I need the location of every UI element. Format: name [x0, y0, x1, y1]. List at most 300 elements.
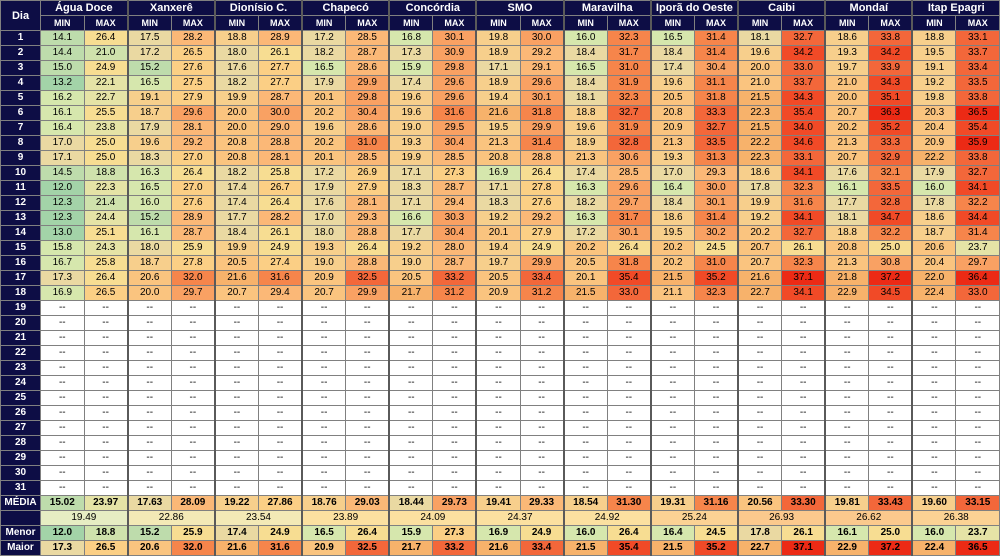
min-value-cell: 21.3 [564, 151, 608, 166]
day-cell: 24 [1, 376, 41, 391]
header-min: MIN [302, 16, 346, 31]
day-cell: 13 [1, 211, 41, 226]
max-value-cell: 27.0 [171, 181, 215, 196]
max-value-cell: -- [433, 376, 477, 391]
max-value-cell: -- [258, 421, 302, 436]
min-value-cell: -- [476, 421, 520, 436]
min-value-cell: -- [302, 316, 346, 331]
max-value-cell: 34.1 [782, 166, 826, 181]
max-value-cell: 21.0 [84, 46, 128, 61]
media-min-cell: 19.81 [825, 496, 869, 511]
min-value-cell: -- [476, 406, 520, 421]
max-value-cell: -- [782, 346, 826, 361]
max-value-cell: 28.7 [171, 226, 215, 241]
maior-cell: 21.6 [476, 541, 520, 556]
min-value-cell: -- [564, 406, 608, 421]
min-value-cell: -- [564, 466, 608, 481]
min-value-cell: 19.8 [476, 31, 520, 46]
day-cell: 3 [1, 61, 41, 76]
max-value-cell: 32.3 [782, 256, 826, 271]
media-label: MÉDIA [1, 496, 41, 511]
min-value-cell: -- [912, 421, 956, 436]
min-value-cell: -- [912, 361, 956, 376]
max-value-cell: -- [171, 316, 215, 331]
max-value-cell: 36.3 [869, 106, 913, 121]
min-value-cell: 17.2 [302, 31, 346, 46]
max-value-cell: -- [956, 466, 1000, 481]
min-value-cell: 21.6 [738, 271, 782, 286]
table-row [1, 406, 1000, 421]
max-value-cell: -- [346, 301, 390, 316]
max-value-cell: -- [607, 436, 651, 451]
min-value-cell: 19.4 [476, 91, 520, 106]
min-value-cell: -- [128, 391, 172, 406]
max-value-cell: 27.4 [258, 256, 302, 271]
min-value-cell: 17.6 [825, 166, 869, 181]
max-value-cell: 24.3 [84, 241, 128, 256]
min-value-cell: -- [389, 481, 433, 496]
max-value-cell: 28.6 [346, 121, 390, 136]
min-value-cell: 16.1 [128, 226, 172, 241]
max-value-cell: -- [84, 481, 128, 496]
day-cell: 26 [1, 406, 41, 421]
min-value-cell: 16.3 [564, 211, 608, 226]
min-value-cell: -- [825, 466, 869, 481]
max-value-cell: 28.9 [171, 211, 215, 226]
min-value-cell: 19.6 [564, 121, 608, 136]
max-value-cell: 30.4 [433, 136, 477, 151]
min-value-cell: 19.2 [912, 76, 956, 91]
min-value-cell: -- [825, 391, 869, 406]
max-value-cell: -- [694, 451, 738, 466]
menor-label: Menor [1, 526, 41, 541]
min-value-cell: -- [389, 421, 433, 436]
max-value-cell: 30.1 [433, 31, 477, 46]
min-value-cell: -- [564, 331, 608, 346]
min-value-cell: 17.5 [128, 31, 172, 46]
max-value-cell: 29.9 [520, 256, 564, 271]
min-value-cell: -- [912, 316, 956, 331]
max-value-cell: 29.7 [607, 196, 651, 211]
table-row [1, 436, 1000, 451]
max-value-cell: -- [869, 481, 913, 496]
max-value-cell: -- [694, 421, 738, 436]
header-min: MIN [128, 16, 172, 31]
max-value-cell: 30.1 [607, 226, 651, 241]
max-value-cell: -- [782, 406, 826, 421]
min-value-cell: 17.0 [302, 211, 346, 226]
max-value-cell: 28.1 [346, 196, 390, 211]
max-value-cell: -- [346, 421, 390, 436]
min-value-cell: 16.9 [476, 166, 520, 181]
max-value-cell: 34.6 [782, 136, 826, 151]
min-value-cell: 20.2 [651, 256, 695, 271]
menor-cell: 17.8 [738, 526, 782, 541]
max-value-cell: -- [171, 361, 215, 376]
maior-cell: 22.4 [912, 541, 956, 556]
table-row [1, 46, 1000, 61]
max-value-cell: -- [84, 466, 128, 481]
media-max-cell: 31.16 [694, 496, 738, 511]
header-station: Dionísio C. [215, 1, 302, 16]
min-value-cell: 17.7 [215, 211, 259, 226]
max-value-cell: 25.9 [171, 241, 215, 256]
min-value-cell: -- [302, 331, 346, 346]
day-cell: 27 [1, 421, 41, 436]
max-value-cell: -- [520, 466, 564, 481]
media-combined-cell: 26.93 [738, 511, 825, 526]
min-value-cell: 19.6 [651, 76, 695, 91]
min-value-cell: -- [389, 406, 433, 421]
max-value-cell: 30.4 [346, 106, 390, 121]
header-max: MAX [694, 16, 738, 31]
max-value-cell: 35.4 [782, 106, 826, 121]
min-value-cell: 16.7 [41, 256, 85, 271]
max-value-cell: 29.2 [171, 136, 215, 151]
min-value-cell: 19.6 [389, 91, 433, 106]
max-value-cell: 28.7 [433, 256, 477, 271]
header-min: MIN [564, 16, 608, 31]
min-value-cell: 17.2 [564, 226, 608, 241]
max-value-cell: 36.4 [956, 271, 1000, 286]
min-value-cell: 17.8 [912, 196, 956, 211]
max-value-cell: 29.2 [520, 46, 564, 61]
max-value-cell: 31.9 [607, 121, 651, 136]
min-value-cell: -- [825, 406, 869, 421]
min-value-cell: 20.4 [912, 256, 956, 271]
min-value-cell: -- [128, 421, 172, 436]
min-value-cell: 18.4 [651, 196, 695, 211]
min-value-cell: 20.2 [302, 106, 346, 121]
max-value-cell: 26.1 [782, 241, 826, 256]
min-value-cell: 17.9 [128, 121, 172, 136]
min-value-cell: -- [476, 346, 520, 361]
min-value-cell: 19.6 [128, 136, 172, 151]
media-min-cell: 19.31 [651, 496, 695, 511]
min-value-cell: -- [476, 391, 520, 406]
max-value-cell: -- [520, 451, 564, 466]
max-value-cell: -- [346, 376, 390, 391]
max-value-cell: 37.1 [782, 271, 826, 286]
min-value-cell: -- [476, 451, 520, 466]
min-value-cell: 19.3 [651, 151, 695, 166]
table-row [1, 271, 1000, 286]
maior-cell: 21.5 [564, 541, 608, 556]
header-max: MAX [782, 16, 826, 31]
max-value-cell: 27.6 [520, 196, 564, 211]
max-value-cell: -- [258, 391, 302, 406]
max-value-cell: 25.8 [84, 256, 128, 271]
min-value-cell: -- [476, 316, 520, 331]
min-value-cell: 13.0 [41, 226, 85, 241]
max-value-cell: -- [171, 391, 215, 406]
media-min-cell: 15.02 [41, 496, 85, 511]
max-value-cell: 29.4 [433, 196, 477, 211]
media-row [1, 496, 1000, 511]
table-row [1, 451, 1000, 466]
max-value-cell: 22.3 [84, 181, 128, 196]
max-value-cell: 29.9 [520, 121, 564, 136]
max-value-cell: -- [84, 391, 128, 406]
header-station: Caibi [738, 1, 825, 16]
max-value-cell: -- [346, 331, 390, 346]
max-value-cell: -- [956, 376, 1000, 391]
maior-cell: 17.3 [41, 541, 85, 556]
min-value-cell: 21.5 [564, 286, 608, 301]
min-value-cell: 17.9 [912, 166, 956, 181]
min-value-cell: -- [651, 331, 695, 346]
table-row [1, 136, 1000, 151]
min-value-cell: -- [651, 466, 695, 481]
max-value-cell: -- [84, 346, 128, 361]
min-value-cell: -- [651, 361, 695, 376]
max-value-cell: 26.9 [346, 166, 390, 181]
max-value-cell: -- [782, 376, 826, 391]
min-value-cell: -- [302, 361, 346, 376]
min-value-cell: 16.0 [912, 181, 956, 196]
max-value-cell: -- [258, 451, 302, 466]
max-value-cell: -- [171, 421, 215, 436]
min-value-cell: 18.6 [738, 166, 782, 181]
min-value-cell: -- [912, 391, 956, 406]
min-value-cell: -- [128, 466, 172, 481]
max-value-cell: 27.8 [171, 256, 215, 271]
max-value-cell: 32.1 [869, 166, 913, 181]
min-value-cell: -- [738, 346, 782, 361]
min-value-cell: 21.5 [738, 121, 782, 136]
min-value-cell: -- [215, 451, 259, 466]
min-value-cell: 17.1 [389, 196, 433, 211]
max-value-cell: 34.5 [869, 286, 913, 301]
min-value-cell: 18.0 [128, 241, 172, 256]
min-value-cell: 18.6 [825, 31, 869, 46]
menor-cell: 12.0 [41, 526, 85, 541]
media-combined-cell: 23.89 [302, 511, 389, 526]
table-row [1, 301, 1000, 316]
max-value-cell: -- [520, 361, 564, 376]
max-value-cell: 29.6 [607, 181, 651, 196]
table-row [1, 151, 1000, 166]
max-value-cell: 29.9 [346, 286, 390, 301]
max-value-cell: 34.1 [956, 181, 1000, 196]
max-value-cell: -- [346, 481, 390, 496]
min-value-cell: -- [912, 466, 956, 481]
min-value-cell: 18.3 [389, 181, 433, 196]
min-value-cell: -- [564, 451, 608, 466]
min-value-cell: -- [128, 361, 172, 376]
min-value-cell: 20.0 [738, 61, 782, 76]
max-value-cell: -- [433, 406, 477, 421]
menor-cell: 24.9 [258, 526, 302, 541]
min-value-cell: -- [738, 301, 782, 316]
max-value-cell: -- [346, 346, 390, 361]
max-value-cell: 31.0 [346, 136, 390, 151]
min-value-cell: 18.2 [215, 76, 259, 91]
max-value-cell: 31.7 [607, 46, 651, 61]
min-value-cell: -- [389, 316, 433, 331]
min-value-cell: 15.2 [128, 61, 172, 76]
table-row [1, 256, 1000, 271]
table-row [1, 346, 1000, 361]
media-max-cell: 33.15 [956, 496, 1000, 511]
max-value-cell: 28.8 [346, 256, 390, 271]
header-row-minmax [1, 16, 1000, 31]
min-value-cell: -- [738, 391, 782, 406]
min-value-cell: -- [302, 466, 346, 481]
menor-cell: 17.4 [215, 526, 259, 541]
max-value-cell: 31.0 [694, 256, 738, 271]
max-value-cell: 34.0 [782, 121, 826, 136]
min-value-cell: -- [564, 436, 608, 451]
max-value-cell: -- [694, 391, 738, 406]
min-value-cell: -- [215, 331, 259, 346]
min-value-cell: -- [825, 346, 869, 361]
max-value-cell: 26.4 [520, 166, 564, 181]
min-value-cell: -- [825, 436, 869, 451]
min-value-cell: 19.5 [651, 226, 695, 241]
max-value-cell: 31.4 [520, 136, 564, 151]
max-value-cell: 30.0 [520, 31, 564, 46]
max-value-cell: 36.5 [956, 106, 1000, 121]
max-value-cell: 29.8 [433, 61, 477, 76]
media-max-cell: 27.86 [258, 496, 302, 511]
table-row [1, 331, 1000, 346]
min-value-cell: 16.0 [564, 31, 608, 46]
maior-cell: 33.2 [433, 541, 477, 556]
min-value-cell: -- [651, 316, 695, 331]
max-value-cell: -- [84, 331, 128, 346]
maior-row [1, 541, 1000, 556]
min-value-cell: -- [302, 346, 346, 361]
day-cell: 5 [1, 91, 41, 106]
min-value-cell: -- [825, 361, 869, 376]
media-combined-cell: 26.38 [912, 511, 999, 526]
header-min: MIN [738, 16, 782, 31]
min-value-cell: -- [825, 421, 869, 436]
max-value-cell: -- [869, 331, 913, 346]
table-row [1, 181, 1000, 196]
maior-cell: 22.9 [825, 541, 869, 556]
max-value-cell: -- [346, 451, 390, 466]
table-row [1, 421, 1000, 436]
min-value-cell: 19.6 [738, 46, 782, 61]
max-value-cell: -- [869, 451, 913, 466]
min-value-cell: 19.3 [302, 241, 346, 256]
max-value-cell: -- [433, 361, 477, 376]
max-value-cell: 29.6 [433, 91, 477, 106]
min-value-cell: -- [564, 481, 608, 496]
max-value-cell: 29.7 [171, 286, 215, 301]
min-value-cell: -- [738, 436, 782, 451]
max-value-cell: -- [869, 316, 913, 331]
min-value-cell: 17.2 [302, 166, 346, 181]
max-value-cell: -- [782, 436, 826, 451]
min-value-cell: 16.5 [128, 76, 172, 91]
max-value-cell: 34.1 [782, 286, 826, 301]
max-value-cell: 32.7 [782, 31, 826, 46]
max-value-cell: 35.2 [694, 271, 738, 286]
header-min: MIN [41, 16, 85, 31]
min-value-cell: -- [738, 466, 782, 481]
min-value-cell: -- [651, 301, 695, 316]
min-value-cell: 20.5 [476, 271, 520, 286]
max-value-cell: 24.5 [694, 241, 738, 256]
max-value-cell: 25.1 [84, 226, 128, 241]
header-max: MAX [84, 16, 128, 31]
header-min: MIN [215, 16, 259, 31]
min-value-cell: 18.0 [302, 226, 346, 241]
max-value-cell: -- [433, 301, 477, 316]
table-row [1, 481, 1000, 496]
table-row [1, 106, 1000, 121]
max-value-cell: -- [258, 466, 302, 481]
max-value-cell: 32.2 [956, 196, 1000, 211]
min-value-cell: 20.9 [302, 271, 346, 286]
header-min: MIN [912, 16, 956, 31]
min-value-cell: 17.0 [651, 166, 695, 181]
max-value-cell: -- [956, 436, 1000, 451]
max-value-cell: 32.3 [694, 286, 738, 301]
min-value-cell: 15.2 [128, 211, 172, 226]
media-combined-cell: 24.92 [564, 511, 651, 526]
max-value-cell: 33.5 [956, 76, 1000, 91]
min-value-cell: 20.3 [912, 106, 956, 121]
min-value-cell: 14.5 [41, 166, 85, 181]
max-value-cell: -- [694, 466, 738, 481]
min-value-cell: 19.3 [825, 46, 869, 61]
max-value-cell: -- [520, 301, 564, 316]
min-value-cell: 18.4 [564, 76, 608, 91]
max-value-cell: 33.0 [607, 286, 651, 301]
table-row [1, 31, 1000, 46]
min-value-cell: -- [651, 406, 695, 421]
media-min-cell: 18.54 [564, 496, 608, 511]
max-value-cell: 32.0 [171, 271, 215, 286]
max-value-cell: 31.6 [782, 196, 826, 211]
min-value-cell: 16.4 [41, 121, 85, 136]
media-combined-cell: 23.54 [215, 511, 302, 526]
media-combined-cell: 24.37 [476, 511, 563, 526]
max-value-cell: 33.8 [869, 31, 913, 46]
media-max-cell: 31.30 [607, 496, 651, 511]
min-value-cell: -- [215, 301, 259, 316]
header-station: Água Doce [41, 1, 128, 16]
max-value-cell: -- [346, 391, 390, 406]
min-value-cell: -- [738, 421, 782, 436]
min-value-cell: -- [564, 316, 608, 331]
max-value-cell: -- [956, 451, 1000, 466]
max-value-cell: 31.9 [607, 76, 651, 91]
max-value-cell: -- [520, 316, 564, 331]
media-combined-cell: 19.49 [41, 511, 128, 526]
day-cell: 15 [1, 241, 41, 256]
min-value-cell: 22.3 [738, 106, 782, 121]
min-value-cell: 20.8 [476, 151, 520, 166]
min-value-cell: -- [389, 451, 433, 466]
min-value-cell: -- [128, 436, 172, 451]
max-value-cell: -- [782, 316, 826, 331]
min-value-cell: 20.7 [215, 286, 259, 301]
min-value-cell: 19.2 [738, 211, 782, 226]
header-max: MAX [607, 16, 651, 31]
min-value-cell: 19.2 [476, 211, 520, 226]
max-value-cell: -- [956, 391, 1000, 406]
max-value-cell: 29.6 [171, 106, 215, 121]
min-value-cell: -- [825, 376, 869, 391]
max-value-cell: -- [171, 301, 215, 316]
min-value-cell: 18.6 [651, 211, 695, 226]
max-value-cell: -- [607, 391, 651, 406]
